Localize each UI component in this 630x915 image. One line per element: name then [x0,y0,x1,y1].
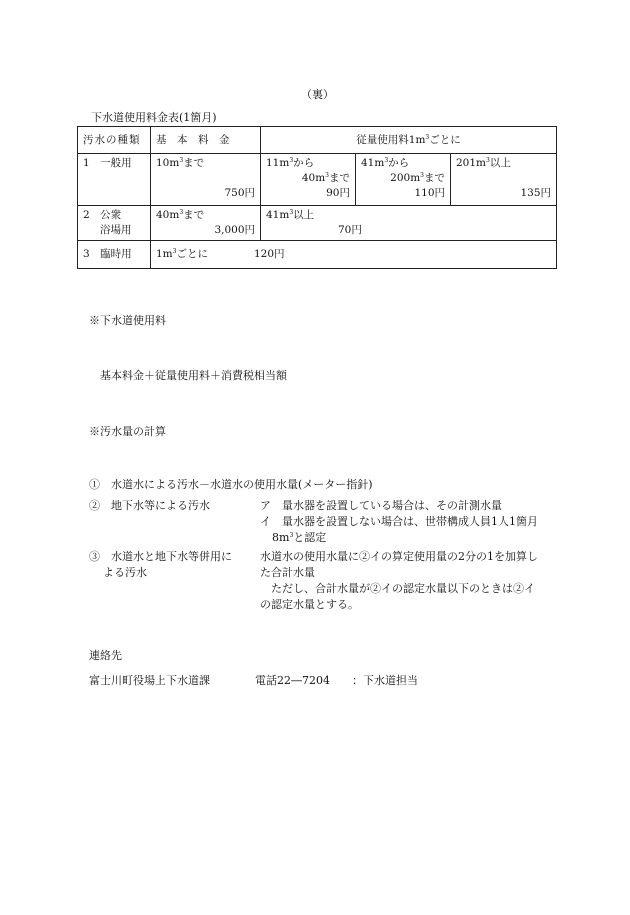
header-type: 汚水の種類 [78,127,151,154]
table-header-row [78,127,557,154]
row-type: 1 一般用 [78,154,151,206]
calc-item-1: ① 水道水による汚水－水道水の使用水量(メーター指針) [89,478,373,491]
calc-item-2-label: ② 地下水等による汚水 [89,499,210,512]
contact-phone: 電話22―7204 [255,674,330,687]
table-row-temporary [78,241,557,269]
calc-heading: ※汚水量の計算 [89,425,166,438]
row-basic: $10m^3$まで 750円 [151,154,261,206]
row-tier-1: $11m^3$から $40m^3$まで 90円 [261,154,356,206]
row-type: 3 臨時用 [78,241,151,269]
calc-item-3-a: 水道水の使用水量に②イの算定使用量の2分の1を加算し [260,550,538,563]
fee-table [77,126,557,269]
fee-heading: ※下水道使用料 [89,314,166,327]
calc-item-3-label-a: ③ 水道水と地下水等併用に [89,550,232,563]
calc-item-2-c: $8m^3$と認定 [272,531,327,544]
calc-item-3-b: た合計水量 [260,566,315,579]
table-row-bathhouse [78,206,557,241]
calc-item-2-b: イ 量水器を設置しない場合は、世帯構成人員1人1箇月 [260,515,538,528]
contact-dept: ：下水道担当 [352,674,418,687]
table-title: 下水道使用料金表(1箇月) [91,111,217,124]
row-tier-3: $201m^3$以上 135円 [451,154,557,206]
row-type: 2 公衆 浴場用 [78,206,151,241]
row-basic: $1m^3$ごとに 120円 [151,241,557,269]
calc-item-3-label-b: よる汚水 [103,566,147,579]
header-metered: 従量使用料$1m^3$ごとに [261,127,557,154]
table-row-general [78,154,557,206]
page-header: （裏） [301,88,334,101]
calc-item-3-c: ただし、合計水量が②イの認定水量以下のときは②イ [271,582,535,595]
row-tier-2: $41m^3$から $200m^3$まで 110円 [356,154,451,206]
header-basic: 基 本 料 金 [151,127,261,154]
contact-office: 富士川町役場上下水道課 [89,674,210,687]
calc-item-3-d: の認定水量とする。 [260,598,359,611]
contact-heading: 連絡先 [89,649,122,662]
row-basic: $40m^3$まで 3,000円 [151,206,261,241]
fee-formula: 基本料金＋従量使用料＋消費税相当額 [100,369,287,382]
row-tier: $41m^3$以上 70円 [261,206,557,241]
calc-item-2-a: ア 量水器を設置している場合は、その計測水量 [260,499,502,512]
